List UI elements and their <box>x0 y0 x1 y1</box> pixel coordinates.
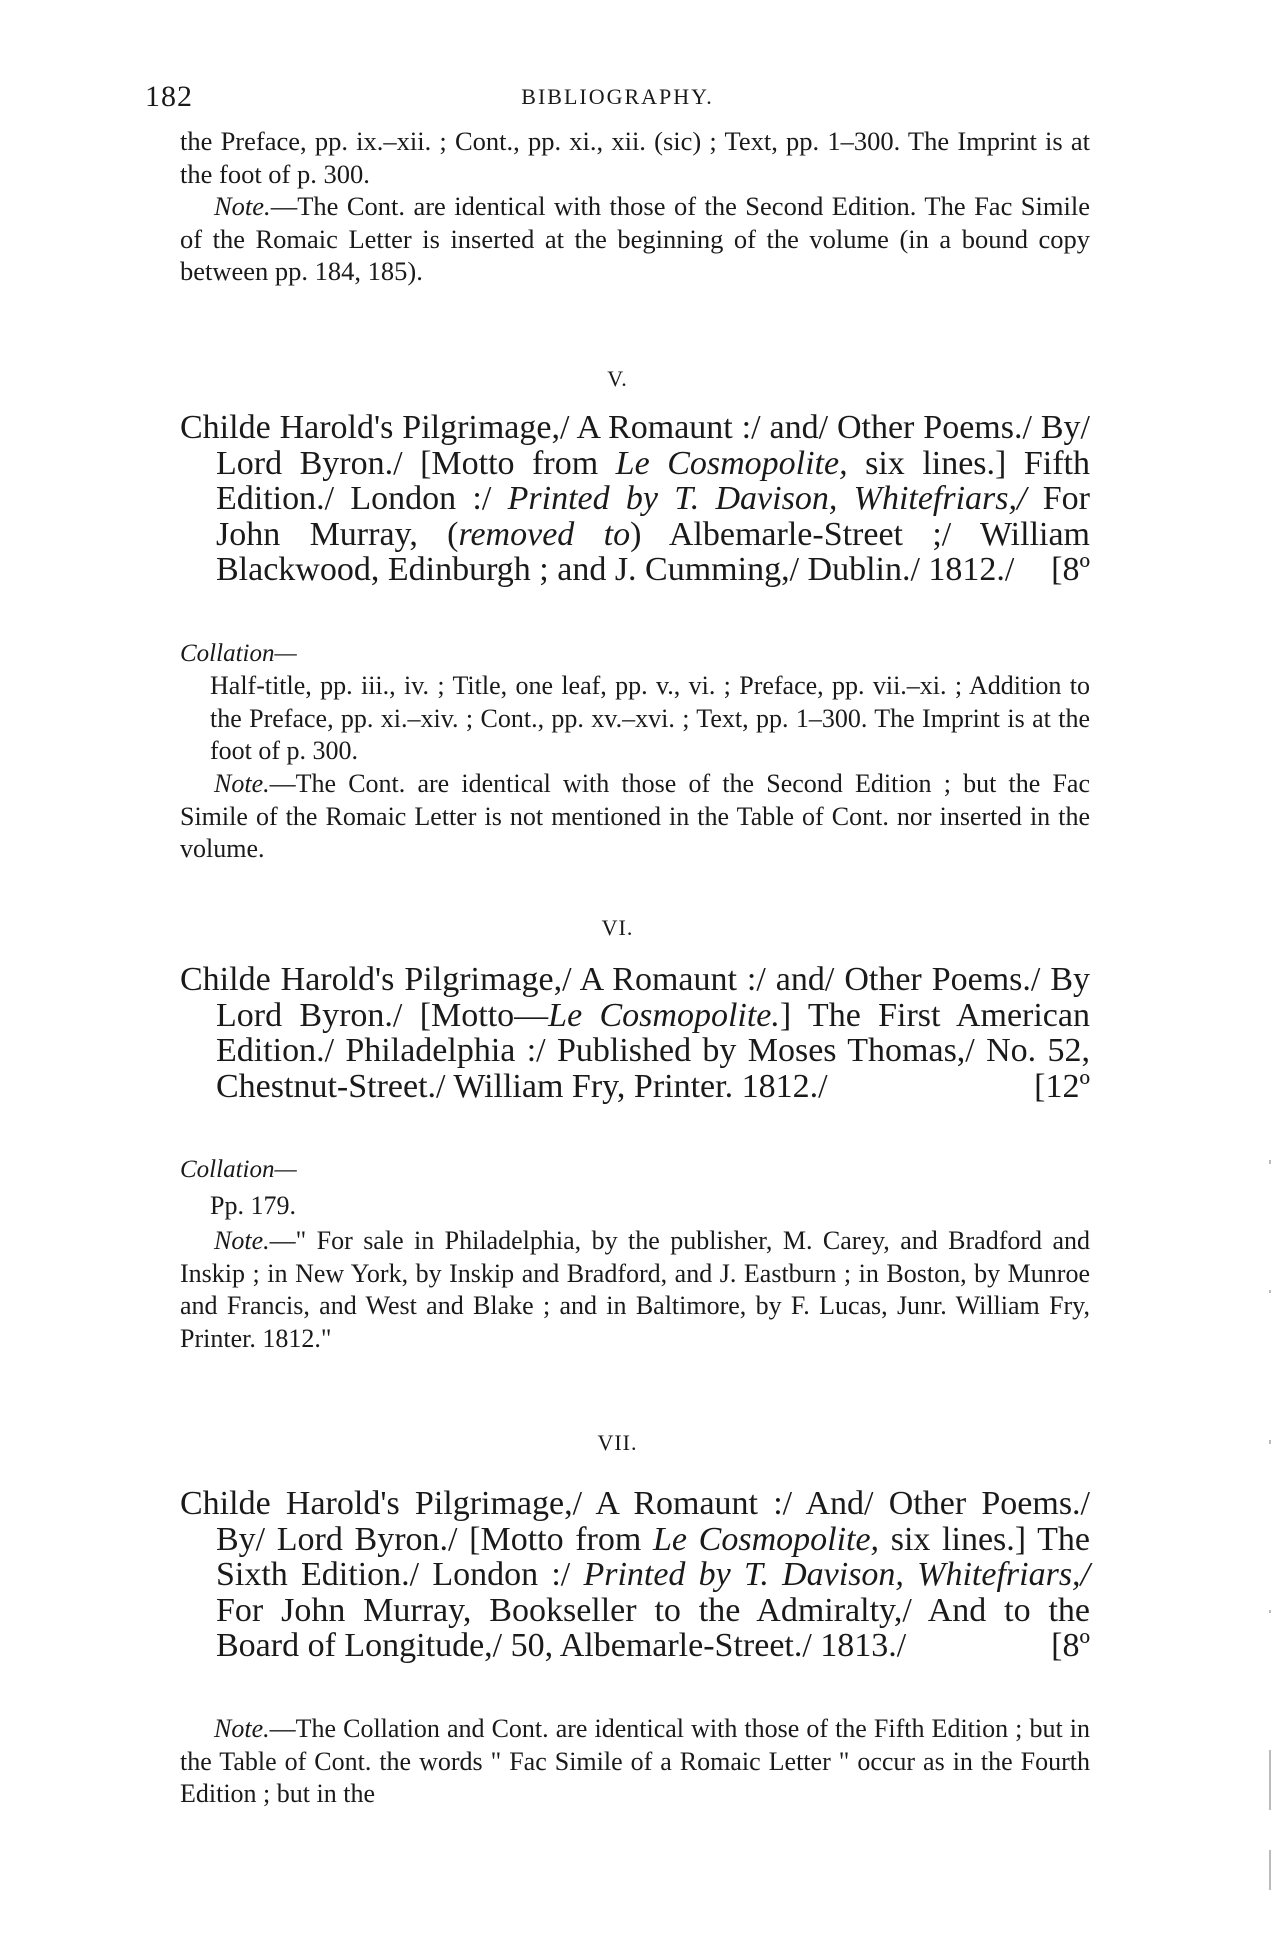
note-text: —The Cont. are identical with those of the Second Edition. The Fac Simile of the Romaic Letter is inserted at the beginning of the volume (in a bound copy between pp. 184, 185). <box>180 191 1090 286</box>
page-header <box>145 80 1090 120</box>
entry-note-vi: Note.—" For sale in Philadelphia, by the publisher, M. Carey, and Bradford and Inskip ; in New York, by Inskip and Bradford, and J. Eastburn ; in Boston, by Munroe and Francis, and West and Blake ; and in Baltimore, by F. Lucas, Junr. William Fry, Printer. 1812." <box>180 1226 1090 1353</box>
intro-paragraph <box>180 125 1090 288</box>
entry-title-vii: Childe Harold's Pilgrimage,/ A Romaunt :/ And/ Other Poems./ By/ Lord Byron./ [Motto from Le Cosmopolite, six lines.] The Sixth Edition./ London :/ Printed by T. Davison, Whitefriars,/ For John Murray, Bookseller to the Admiralty,/ And to the Board of Longitude,/ 50, Albemarle-Street./ 1813./ [8º <box>180 1485 1090 1664</box>
page-number: 182 <box>145 80 193 113</box>
entry-title-vi: Childe Harold's Pilgrimage,/ A Romaunt :/ and/ Other Poems./ By Lord Byron./ [Motto—Le Cosmopolite.] The First American Edition./ Philadelphia :/ Published by Moses Thomas,/ No. 52, Chestnut-Street./ William Fry, Printer. 1812./ [12º <box>180 961 1090 1105</box>
entry-numeral-vii: VII. <box>597 1430 638 1455</box>
scan-edge-marks <box>1269 1130 1275 1910</box>
entry-note-v: Note.—The Cont. are identical with those of the Second Edition ; but the Fac Simile of the Romaic Letter is not mentioned in the Table of Cont. nor inserted in the volume. <box>180 769 1090 863</box>
entry-note-vii: Note.—The Collation and Cont. are identical with those of the Fifth Edition ; but in the Table of Cont. the words " Fac Simile of a Romaic Letter " occur as in the Fourth Edition ; but in the <box>180 1714 1090 1808</box>
entry-numeral-vi: VI. <box>601 915 634 940</box>
intro-text: the Preface, pp. ix.–xii. ; Cont., pp. xi., xii. (sic) ; Text, pp. 1–300. The Imprint is at the foot of p. 300. <box>180 126 1090 189</box>
format-mark: [8º <box>1051 1627 1090 1664</box>
entry-numeral-v: V. <box>607 366 628 391</box>
collation-label-v: Collation— <box>180 640 297 667</box>
note-label: Note. <box>214 191 271 221</box>
format-mark: [8º <box>1051 551 1090 588</box>
format-mark: [12º <box>1034 1067 1090 1105</box>
intro-note <box>180 190 1090 288</box>
collation-text-v: Half-title, pp. iii., iv. ; Title, one leaf, pp. v., vi. ; Preface, pp. vii.–xi. ; Addition to the Preface, pp. xi.–xiv. ; Cont., pp. xv.–xvi. ; Text, pp. 1–300. The Imprint is at the foot of p. 300. <box>210 671 1090 765</box>
running-head: BIBLIOGRAPHY. <box>521 84 714 109</box>
collation-text-vi: Pp. 179. <box>210 1191 296 1220</box>
collation-label-vi: Collation— <box>180 1156 297 1183</box>
entry-title-v: Childe Harold's Pilgrimage,/ A Romaunt :/ and/ Other Poems./ By/ Lord Byron./ [Motto from Le Cosmopolite, six lines.] Fifth Edition./ London :/ Printed by T. Davison, Whitefriars,/ For John Murray, (removed to) Albemarle-Street ;/ William Blackwood, Edinburgh ; and J. Cumming,/ Dublin./ 1812./ [8º <box>180 409 1091 588</box>
